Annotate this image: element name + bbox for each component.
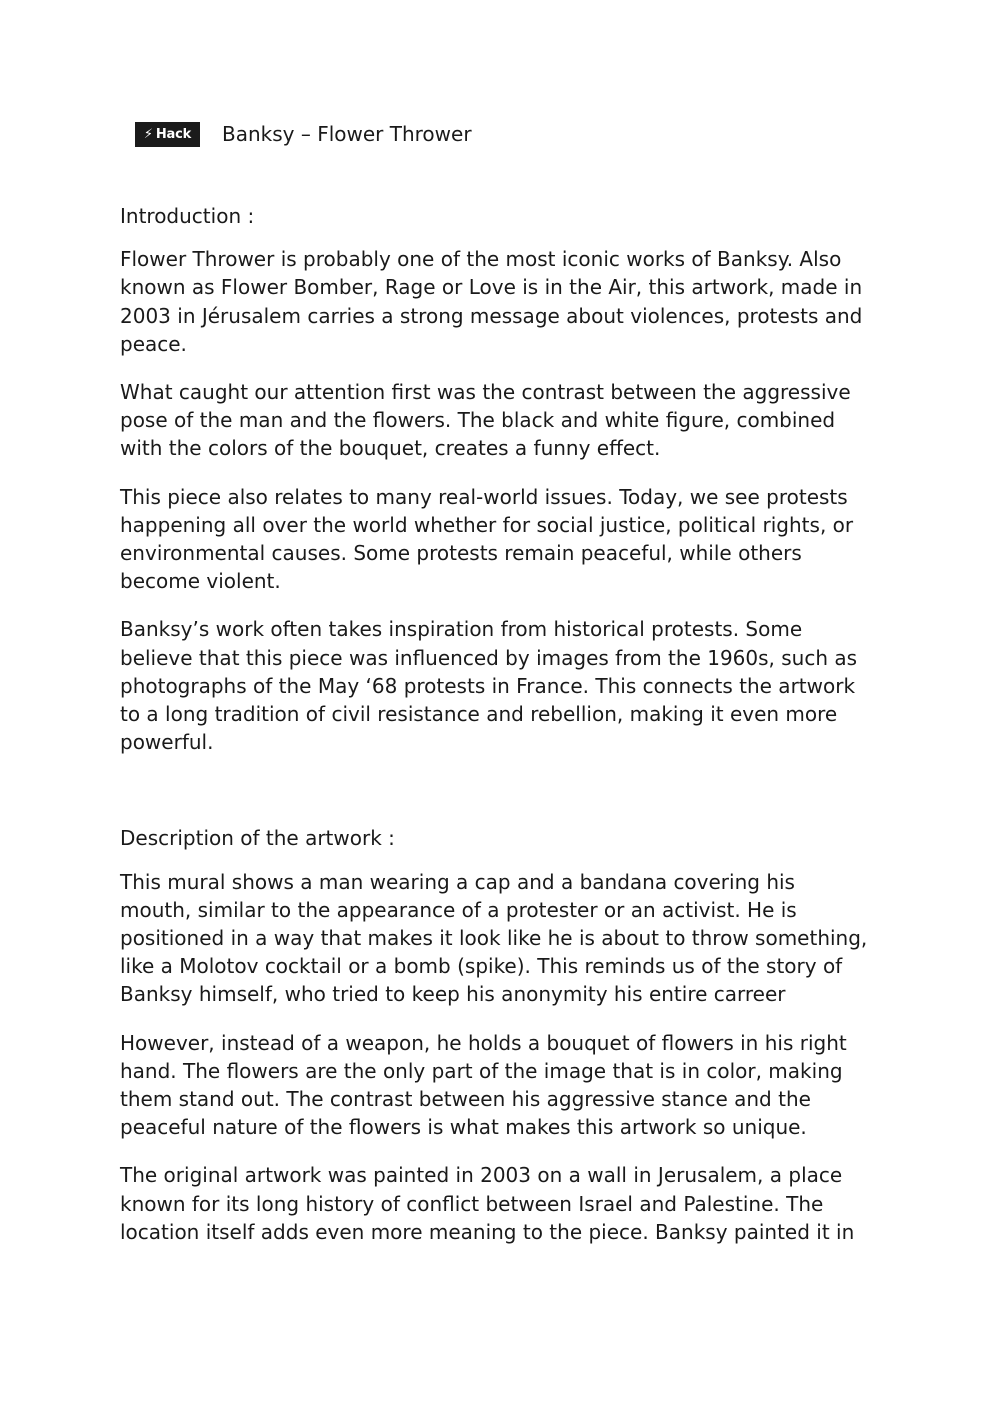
document-title: Banksy – Flower Thrower (222, 122, 472, 146)
hack-badge-label: Hack (155, 126, 192, 142)
paragraph: This piece also relates to many real-world issues. Today, we see protests happening all over the world whether for social justice, political rights, or environmental causes. Some protests remain peaceful, while others become violent. (120, 484, 854, 594)
document-header (135, 119, 472, 149)
hack-badge (135, 122, 200, 147)
paragraph: Flower Thrower is probably one of the most iconic works of Banksy. Also known as Flower Bomber, Rage or Love is in the Air, this artwork, made in 2003 in Jérusalem carries a strong message about violences, protests and peace. (120, 247, 863, 356)
section-heading-introduction: Introduction : (120, 204, 255, 228)
paragraph: The original artwork was painted in 2003 on a wall in Jerusalem, a place known for its long history of conflict between Israel and Palestine. The location itself adds even more meaning to the piece. Banksy painted it in (120, 1163, 855, 1244)
document-body (120, 202, 868, 1266)
paragraph: Banksy’s work often takes inspiration from historical protests. Some believe that this piece was influenced by images from the 1960s, such as photographs of the May ‘68 protests in France. This connects the artwork to a long tradition of civil resistance and rebellion, making it even more powerful. (120, 617, 858, 755)
paragraph: This mural shows a man wearing a cap and a bandana covering his mouth, similar to the appearance of a protester or an activist. He is positioned in a way that makes it look like he is about to throw something, like a Molotov cocktail or a bomb (spike). This reminds us of the story of Banksy himself, who tried to keep his anonymity his entire carreer (120, 869, 868, 1007)
paragraph: However, instead of a weapon, he holds a bouquet of flowers in his right hand. The flowers are the only part of the image that is in color, making them stand out. The contrast between his aggressive stance and the peaceful nature of the flowers is what makes this artwork so unique. (120, 1030, 847, 1140)
lightning-icon: ⚡ (143, 126, 153, 142)
paragraph: What caught our attention first was the contrast between the aggressive pose of the man and the flowers. The black and white figure, combined with the colors of the bouquet, creates a funny effect. (120, 380, 851, 461)
section-heading-description: Description of the artwork : (120, 826, 395, 851)
section-spacer (120, 776, 868, 824)
